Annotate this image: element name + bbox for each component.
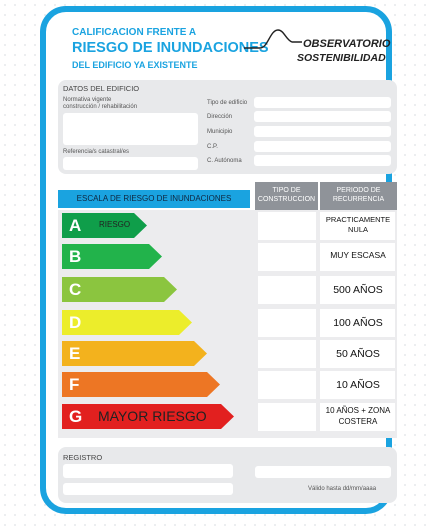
rating-letter: E	[69, 344, 81, 363]
title-line-1: CALIFICACION FRENTE A	[72, 27, 197, 38]
title-line-3: DEL EDIFICIO YA EXISTENTE	[72, 60, 198, 70]
brand-curve-icon	[242, 26, 304, 54]
autonoma-field[interactable]	[254, 155, 391, 166]
construction-type-header: TIPO DE CONSTRUCCION	[255, 182, 318, 210]
construction-type-cell[interactable]	[258, 309, 316, 337]
valido-field[interactable]	[255, 466, 391, 478]
rating-arrow-d	[62, 310, 192, 335]
construction-type-cell[interactable]	[258, 243, 316, 271]
scale-heading: ESCALA DE RIESGO DE INUNDACIONES	[58, 190, 250, 208]
construction-type-cell[interactable]	[258, 371, 316, 399]
tipo-edificio-field[interactable]	[254, 97, 391, 108]
rating-letter: A	[69, 216, 82, 235]
registro-field-2[interactable]	[63, 483, 233, 495]
municipio-label: Municipio	[207, 129, 233, 135]
brand-name-line-2: SOSTENIBILIDAD	[297, 52, 386, 64]
recurrence-text: PRACTICAMENTE NULA	[325, 215, 391, 235]
rating-letter: D	[69, 313, 82, 332]
brand-name-line-1: OBSERVATORIO	[303, 38, 391, 50]
rating-inner-label: MAYOR RIESGO	[98, 408, 207, 424]
valido-label: Válido hasta dd/mm/aaaa	[308, 486, 377, 492]
recurrence-text: 10 AÑOS + ZONA COSTERA	[325, 406, 391, 426]
autonoma-label: C. Autónoma	[207, 158, 242, 164]
normativa-field[interactable]	[63, 113, 198, 145]
normativa-label: Normativa vigente	[63, 97, 112, 103]
rating-letter: C	[69, 280, 82, 299]
rating-letter: B	[69, 247, 82, 266]
rating-inner-label: RIESGO	[99, 220, 131, 229]
rating-arrow-f	[62, 372, 220, 397]
cp-label: C.P.	[207, 144, 218, 150]
recurrence-text: 500 AÑOS	[333, 284, 383, 296]
referencias-label: Referencia/s catastral/es	[63, 149, 130, 155]
registro-field-1[interactable]	[63, 464, 233, 478]
recurrence-text: 100 AÑOS	[333, 317, 383, 329]
construction-type-cell[interactable]	[258, 212, 316, 240]
referencias-field[interactable]	[63, 157, 198, 170]
rating-letter: F	[69, 375, 80, 394]
municipio-field[interactable]	[254, 126, 391, 137]
direccion-field[interactable]	[254, 111, 391, 122]
rating-letter: G	[69, 407, 83, 426]
registro-heading: REGISTRO	[63, 453, 103, 462]
recurrence-text: 50 AÑOS	[336, 348, 380, 360]
title-line-2: RIESGO DE INUNDACIONES	[72, 40, 269, 56]
tipo-edificio-label: Tipo de edificio	[207, 100, 248, 106]
construction-type-cell[interactable]	[258, 403, 316, 431]
building-data-heading: DATOS DEL EDIFICIO	[63, 84, 140, 93]
recurrence-text: 10 AÑOS	[336, 379, 380, 391]
recurrence-period-header: PERIODO DE RECURRENCIA	[320, 182, 397, 210]
construccion-label: construcción / rehabilitación	[63, 104, 138, 110]
rating-arrow-e	[62, 341, 207, 366]
construction-type-cell[interactable]	[258, 276, 316, 304]
construction-type-cell[interactable]	[258, 340, 316, 368]
direccion-label: Dirección	[207, 114, 233, 120]
cp-field[interactable]	[254, 141, 391, 152]
recurrence-text: MUY ESCASA	[330, 250, 386, 260]
